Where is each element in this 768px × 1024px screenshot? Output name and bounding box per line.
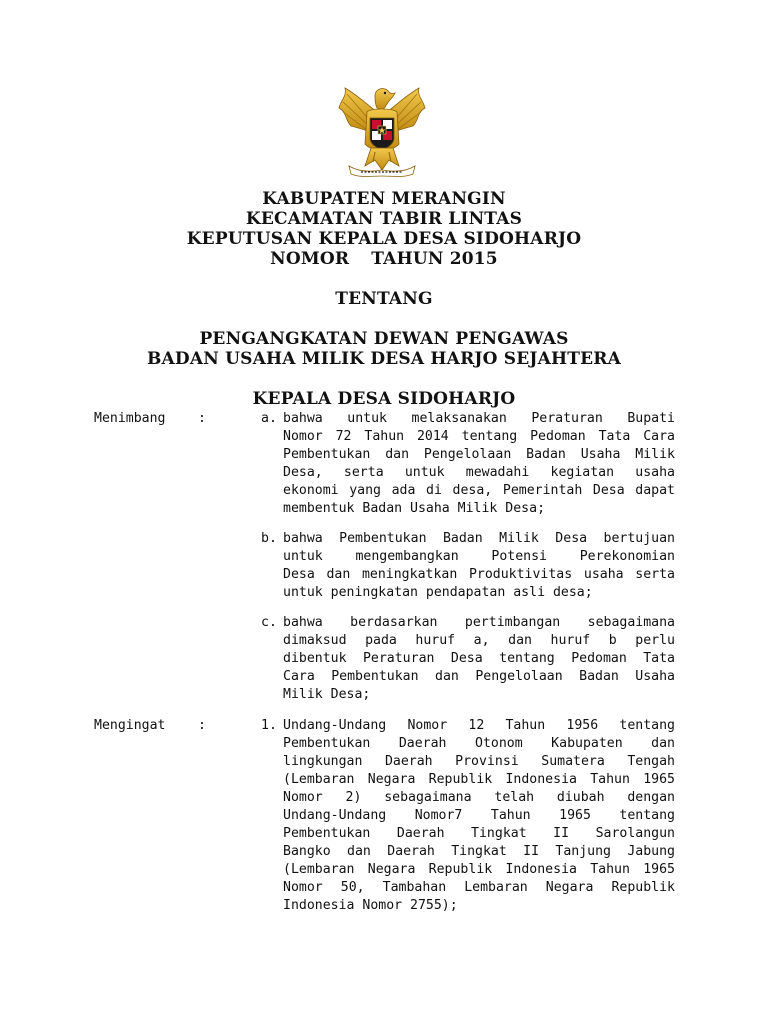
text-line: (Lembaran Negara Republik Indonesia Tahun 1965 [283,862,675,877]
subject-line-1: PENGANGKATAN DEWAN PENGAWAS [199,329,569,349]
text-line: Pembentukan Daerah Otonom Kabupaten dan [283,736,675,751]
text-line: untuk peningkatan pendapatan asli desa; [283,585,593,600]
subject-line-2: BADAN USAHA MILIK DESA HARJO SEJAHTERA [146,349,622,369]
text-line: bahwa berdasarkan pertimbangan sebagaimana [283,615,675,630]
text-line: ekonomi yang ada di desa, Pemerintah Desa dapat [283,483,675,498]
mengingat-label: Mengingat [94,718,166,733]
text-line: Desa, serta untuk mewadahi kegiatan usaha [283,465,675,480]
item-marker: a. [261,411,277,426]
text-line: Desa dan meningkatkan Produktivitas usaha serta [283,567,675,582]
menimbang-label: Menimbang [94,411,166,426]
decree-number-line [0,249,768,269]
text-line: Nomor 50, Tambahan Lembaran Negara Republik [283,880,675,895]
text-line: lingkungan Daerah Provinsi Sumatera Tengah [283,754,675,769]
item-text [283,614,675,704]
text-line: membentuk Badan Usaha Milik Desa; [283,501,546,516]
nomor-label: NOMOR [270,249,350,269]
item-text [283,530,675,602]
text-line: Pembentukan Daerah Tingkat II Sarolangun [283,826,675,841]
text-line: bahwa Pembentukan Badan Milik Desa bertujuan [283,531,675,546]
text-line: Cara Pembentukan dan Pengelolaan Badan Usaha [283,669,675,684]
tentang-heading [0,289,768,309]
text-line: Pembentukan dan Pengelolaan Badan Usaha Milik [283,447,675,462]
issuer-heading [0,389,768,409]
text-line: Milik Desa; [283,687,371,702]
text-line: Bangko dan Daerah Tingkat II Tanjung Jabung [283,844,675,859]
text-line: Undang-Undang Nomor 12 Tahun 1956 tentang [283,718,675,733]
text-line: dibentuk Peraturan Desa tentang Pedoman Tata [283,651,675,666]
tahun-label: TAHUN 2015 [371,249,498,269]
decree-title: KEPUTUSAN KEPALA DESA SIDOHARJO [186,229,582,249]
menimbang-colon: : [198,411,206,426]
item-text [283,717,675,915]
document-header [0,189,768,269]
text-line: bahwa untuk melaksanakan Peraturan Bupati [283,411,675,426]
text-line: dimaksud pada huruf a, dan huruf b perlu [283,633,675,648]
tentang-label: TENTANG [335,289,433,309]
subject-heading [0,329,768,369]
issuer-title: KEPALA DESA SIDOHARJO [252,389,516,409]
mengingat-colon: : [198,718,206,733]
text-line: Indonesia Nomor 2755); [283,898,458,913]
garuda-emblem-icon [335,82,429,178]
text-line: untuk mengembangkan Potensi Perekonomian [283,549,675,564]
item-marker: b. [261,531,277,546]
text-line: (Lembaran Negara Republik Indonesia Tahun 1965 [283,772,675,787]
regency-title: KABUPATEN MERANGIN [262,189,506,209]
item-text [283,410,675,518]
text-line: Nomor 2) sebagaimana telah diubah dengan [283,790,675,805]
text-line: Nomor 72 Tahun 2014 tentang Pedoman Tata Cara [283,429,675,444]
district-title: KECAMATAN TABIR LINTAS [245,209,523,229]
item-marker: 1. [261,718,277,733]
text-line: Undang-Undang Nomor7 Tahun 1965 tentang [283,808,675,823]
item-marker: c. [261,615,277,630]
